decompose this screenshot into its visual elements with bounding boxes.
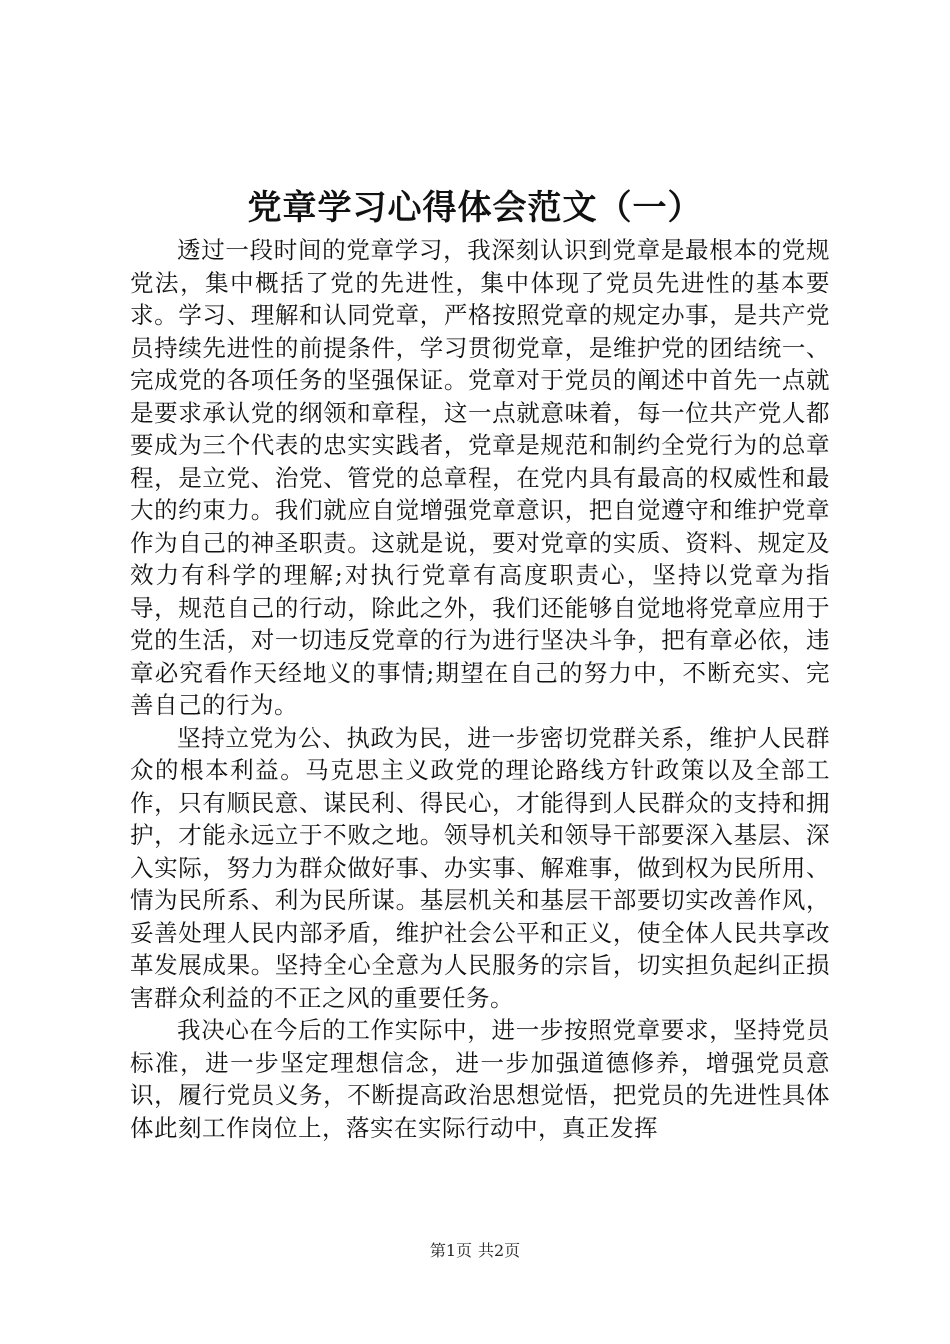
paragraph-2: 坚持立党为公、执政为民，进一步密切党群关系，维护人民群众的根本利益。马克思主义政党的理论路线方针政策以及全部工作，只有顺民意、谋民利、得民心，才能得到人民群众的支持和拥护，才能永远立于不败之地。领导机关和领导干部要深入基层、深入实际，努力为群众做好事、办实事、解难事，做到权为民所用、情为民所系、利为民所谋。基层机关和基层干部要切实改善作风，妥善处理人民内部矛盾，维护社会公平和正义，使全体人民共享改革发展成果。坚持全心全意为人民服务的宗旨，切实担负起纠正损害群众利益的不正之风的重要任务。 [130, 723, 830, 1012]
paragraph-1: 透过一段时间的党章学习，我深刻认识到党章是最根本的党规党法，集中概括了党的先进性，集中体现了党员先进性的基本要求。学习、理解和认同党章，严格按照党章的规定办事，是共产党员持续先进性的前提条件，学习贯彻党章，是维护党的团结统一、完成党的各项任务的坚强保证。党章对于党员的阐述中首先一点就是要求承认党的纲领和章程，这一点就意味着，每一位共产党人都要成为三个代表的忠实实践者，党章是规范和制约全党行为的总章程，是立党、治党、管党的总章程，在党内具有最高的权威性和最大的约束力。我们就应自觉增强党章意识，把自觉遵守和维护党章作为自己的神圣职责。这就是说，要对党章的实质、资料、规定及效力有科学的理解;对执行党章有高度职责心，坚持以党章为指导，规范自己的行动，除此之外，我们还能够自觉地将党章应用于党的生活，对一切违反党章的行为进行坚决斗争，把有章必依，违章必究看作天经地义的事情;期望在自己的努力中，不断充实、完善自己的行为。 [130, 236, 830, 719]
page-number-total: 共2页 [478, 1241, 521, 1260]
paragraph-3: 我决心在今后的工作实际中，进一步按照党章要求，坚持党员标准，进一步坚定理想信念，进一步加强道德修养，增强党员意识，履行党员义务，不断提高政治思想觉悟，把党员的先进性具体体此刻工作岗位上，落实在实际行动中，真正发挥 [130, 1016, 830, 1142]
page-footer [0, 1240, 950, 1262]
document-body [130, 234, 830, 1144]
page-number-current: 第1页 [429, 1241, 472, 1260]
document-title: 党章学习心得体会范文（一） [247, 188, 703, 228]
